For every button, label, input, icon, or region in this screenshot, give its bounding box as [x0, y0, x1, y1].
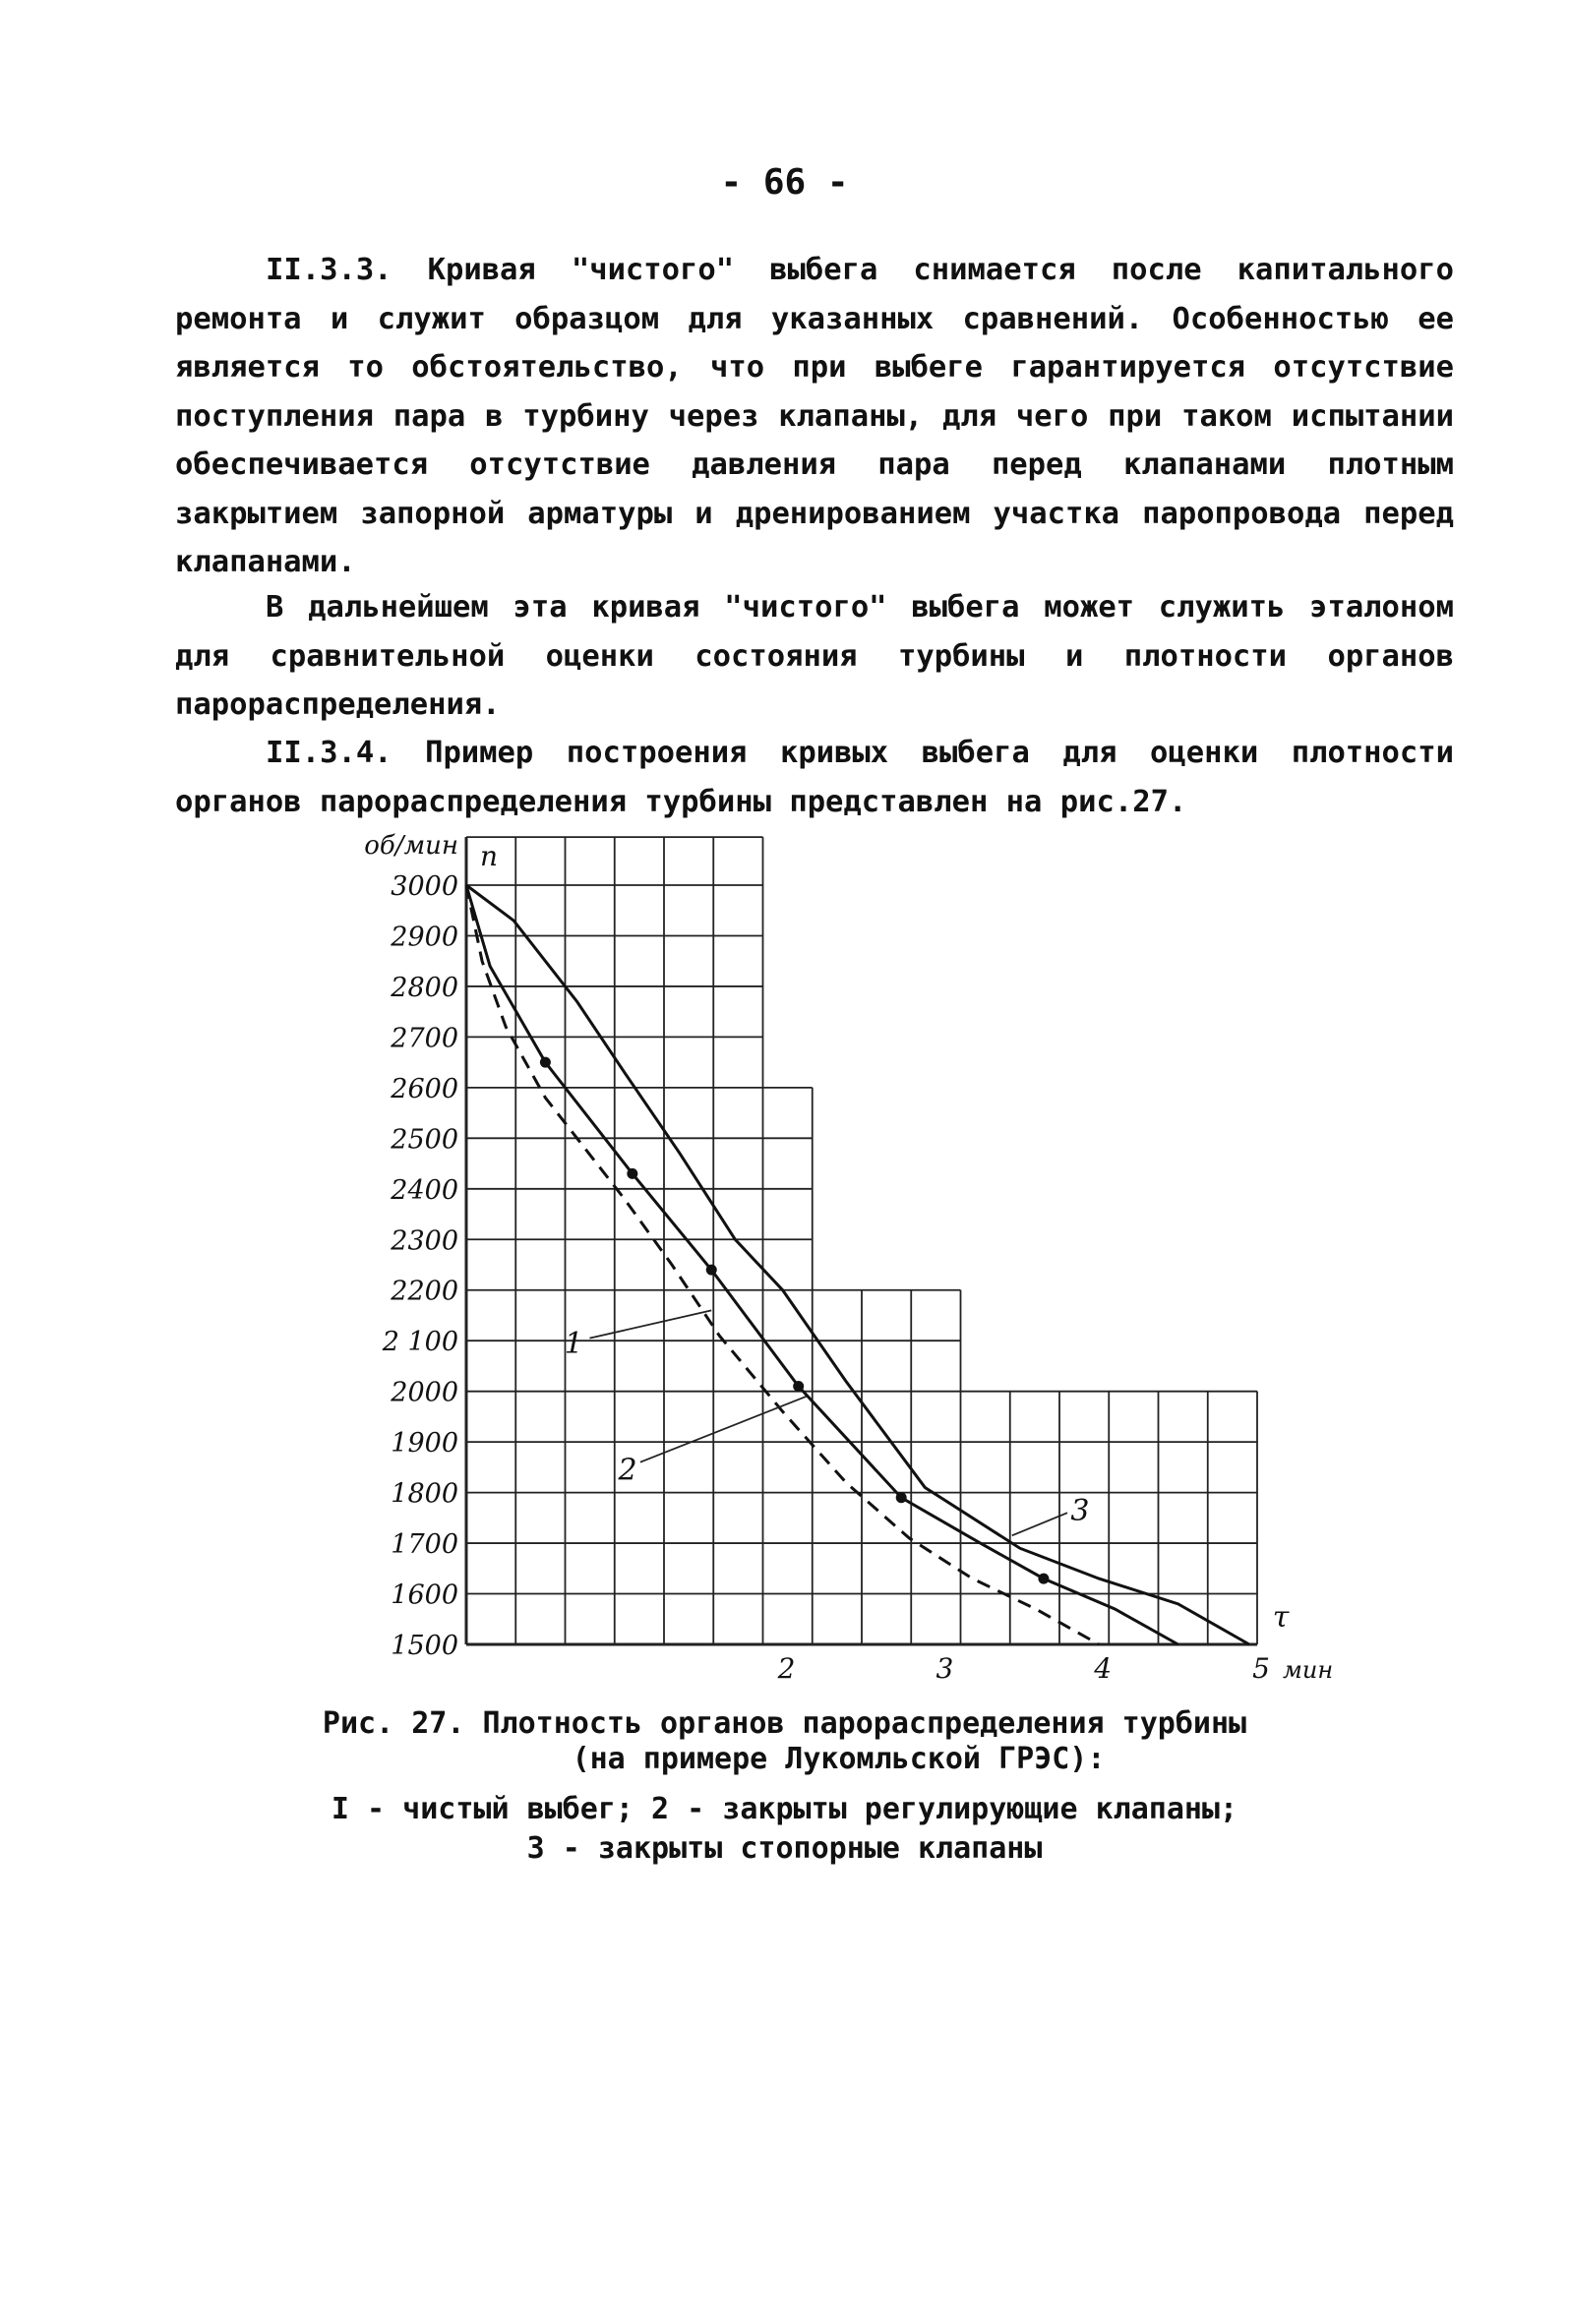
y-tick-label: 1800 — [391, 1478, 458, 1510]
series-2-marker — [706, 1265, 717, 1276]
page-number: - 66 - — [720, 162, 849, 203]
x-tick-label: 4 — [1094, 1652, 1113, 1685]
figure-caption-title: Рис. 27. Плотность органов парораспределения турбины — [322, 1706, 1247, 1741]
y-unit-label: об/мин — [364, 831, 458, 861]
x-tick-label: 2 — [777, 1652, 796, 1685]
y-tick-label: 1900 — [391, 1428, 458, 1460]
y-tick-label: 1600 — [391, 1579, 458, 1611]
series-3-line — [466, 885, 1249, 1644]
y-tick-label: 2900 — [391, 922, 458, 953]
series-1-leader — [589, 1310, 711, 1338]
series-2-label: 2 — [618, 1453, 637, 1488]
x-unit-label: мин — [1283, 1656, 1334, 1684]
y-tick-label: 2300 — [391, 1225, 458, 1257]
paragraph-2-3-4: II.3.4. Пример построения кривых выбега для оценки плотности органов парораспределения турбины представлен на рис.27. — [175, 736, 1454, 819]
y-tick-label: 2700 — [391, 1023, 458, 1054]
y-tick-label: 2400 — [391, 1174, 458, 1206]
y-tick-label: 2800 — [391, 972, 458, 1003]
series-3-label: 3 — [1070, 1493, 1090, 1528]
x-tick-label: 3 — [935, 1652, 954, 1685]
y-tick-label: 1700 — [391, 1529, 458, 1561]
paragraph-2-3-3: II.3.3. Кривая "чистого" выбега снимается после капитального ремонта и служит образцом для указанных сравнений. Особенностью ее является то обстоятельство, что при выбеге гарантируется отсутствие поступления пара в турбину через клапаны, для чего при таком испытании обеспечивается отсутствие давления пара перед клапанами плотным закрытием запорной арматуры и дренированием участка паропровода перед клапанами. — [175, 253, 1454, 579]
y-tick-label: 3000 — [391, 871, 458, 902]
y-tick-label: 2600 — [391, 1073, 458, 1104]
y-symbol-label: n — [480, 840, 499, 872]
series-2-marker — [627, 1168, 637, 1179]
series-2-marker — [793, 1381, 804, 1392]
series-1-line — [466, 885, 1099, 1644]
series-2-marker — [540, 1057, 551, 1068]
series-2-line — [466, 885, 1178, 1644]
x-symbol-label: τ — [1272, 1600, 1290, 1635]
y-tick-label: 2 100 — [382, 1327, 458, 1358]
y-tick-label: 2000 — [391, 1377, 458, 1408]
series-1-label: 1 — [564, 1327, 583, 1362]
x-tick-label: 5 — [1252, 1652, 1270, 1685]
figure-caption-subtitle: (на примере Лукомльской ГРЭС): — [572, 1742, 1106, 1776]
paragraph-continuation: В дальнейшем эта кривая "чистого" выбега может служить эталоном для сравнительной оценки состояния турбины и плотности органов парораспределения. — [175, 590, 1454, 722]
series-2-marker — [896, 1492, 907, 1503]
figure-caption-legend-1-2: I - чистый выбег; 2 - закрыты регулирующие клапаны; — [331, 1792, 1238, 1826]
series-2-leader — [640, 1397, 807, 1462]
y-tick-label: 2200 — [391, 1276, 458, 1307]
y-tick-label: 2500 — [391, 1124, 458, 1156]
series-2-marker — [1038, 1574, 1049, 1584]
figure-caption-legend-3: 3 - закрыты стопорные клапаны — [526, 1831, 1043, 1866]
y-tick-label: 1500 — [391, 1631, 458, 1661]
